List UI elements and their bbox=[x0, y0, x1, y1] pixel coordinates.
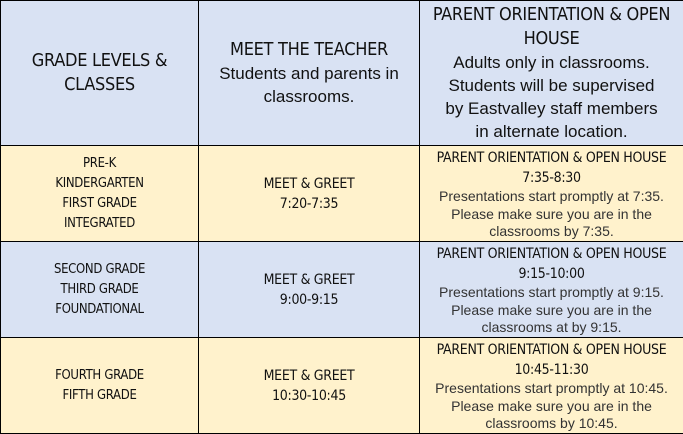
orientation-title: PARENT ORIENTATION & OPEN HOUSE bbox=[424, 244, 679, 264]
grade-label: FIRST GRADE bbox=[5, 194, 194, 214]
header-meet-note-line: classrooms. bbox=[203, 85, 415, 108]
meet-label: MEET & GREET bbox=[203, 174, 415, 194]
meet-cell bbox=[199, 338, 420, 434]
header-grade-levels bbox=[1, 1, 199, 146]
orientation-cell bbox=[420, 242, 683, 338]
orientation-time: 7:35-8:30 bbox=[424, 168, 679, 188]
header-grade-title-line: CLASSES bbox=[5, 73, 194, 97]
grade-label: FOURTH GRADE bbox=[5, 366, 194, 386]
grade-label: SECOND GRADE bbox=[5, 260, 194, 280]
orientation-note-line: classrooms by 7:35. bbox=[424, 223, 679, 241]
grade-label: FIFTH GRADE bbox=[5, 386, 194, 406]
grade-label: KINDERGARTEN bbox=[5, 174, 194, 194]
header-row bbox=[1, 1, 683, 146]
grade-cell bbox=[1, 242, 199, 338]
grade-label: PRE-K bbox=[5, 154, 194, 174]
orientation-note-line: classrooms at by 9:15. bbox=[424, 319, 679, 337]
orientation-cell bbox=[420, 146, 683, 242]
header-orientation-title-line: PARENT ORIENTATION & OPEN bbox=[424, 3, 679, 27]
meet-time: 10:30-10:45 bbox=[203, 386, 415, 406]
orientation-time: 10:45-11:30 bbox=[424, 360, 679, 380]
header-orientation-note-line: by Eastvalley staff members bbox=[424, 97, 679, 120]
grade-label: THIRD GRADE bbox=[5, 280, 194, 300]
header-meet-teacher bbox=[199, 1, 420, 146]
header-meet-note-line: Students and parents in bbox=[203, 62, 415, 85]
grade-label: INTEGRATED bbox=[5, 214, 194, 234]
meet-cell bbox=[199, 242, 420, 338]
meet-cell bbox=[199, 146, 420, 242]
header-orientation-note-line: in alternate location. bbox=[424, 120, 679, 143]
orientation-note-line: Presentations start promptly at 10:45. bbox=[424, 380, 679, 398]
table-row bbox=[1, 338, 683, 434]
grade-cell bbox=[1, 338, 199, 434]
orientation-title: PARENT ORIENTATION & OPEN HOUSE bbox=[424, 340, 679, 360]
orientation-title: PARENT ORIENTATION & OPEN HOUSE bbox=[424, 148, 679, 168]
meet-label: MEET & GREET bbox=[203, 366, 415, 386]
header-orientation-note-line: Adults only in classrooms. bbox=[424, 51, 679, 74]
header-orientation-note-line: Students will be supervised bbox=[424, 74, 679, 97]
orientation-note-line: classrooms by 10:45. bbox=[424, 415, 679, 433]
header-meet-title: MEET THE TEACHER bbox=[203, 38, 415, 62]
header-parent-orientation bbox=[420, 1, 683, 146]
table-row bbox=[1, 146, 683, 242]
meet-time: 9:00-9:15 bbox=[203, 290, 415, 310]
orientation-note-line: Please make sure you are in the bbox=[424, 302, 679, 320]
orientation-cell bbox=[420, 338, 683, 434]
meet-label: MEET & GREET bbox=[203, 270, 415, 290]
orientation-note-line: Presentations start promptly at 7:35. bbox=[424, 188, 679, 206]
grade-label: FOUNDATIONAL bbox=[5, 300, 194, 320]
table-row bbox=[1, 242, 683, 338]
orientation-note-line: Presentations start promptly at 9:15. bbox=[424, 284, 679, 302]
orientation-time: 9:15-10:00 bbox=[424, 264, 679, 284]
header-orientation-title-line: HOUSE bbox=[424, 27, 679, 51]
orientation-note-line: Please make sure you are in the bbox=[424, 206, 679, 224]
header-grade-title-line: GRADE LEVELS & bbox=[5, 49, 194, 73]
meet-time: 7:20-7:35 bbox=[203, 194, 415, 214]
orientation-note-line: Please make sure you are in the bbox=[424, 398, 679, 416]
grade-cell bbox=[1, 146, 199, 242]
